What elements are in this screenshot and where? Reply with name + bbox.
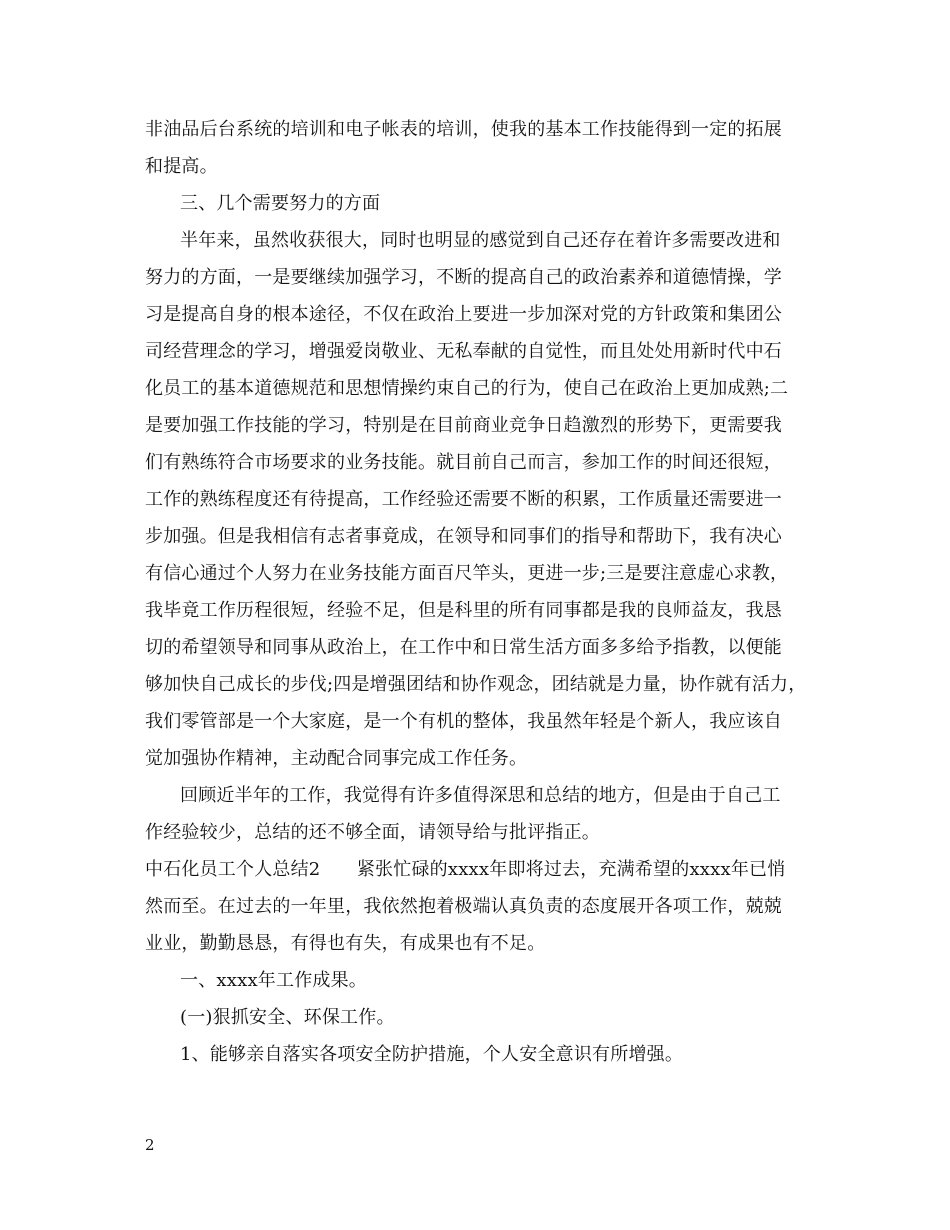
text-line: 切的希望领导和同事从政治上，在工作中和日常生活方面多多给予指教，以便能 (145, 637, 782, 658)
text-line: 我们零管部是一个大家庭，是一个有机的整体，我虽然年轻是个新人，我应该自 (145, 711, 782, 732)
text-line: 半年来，虽然收获很大，同时也明显的感觉到自己还存在着许多需要改进和 (180, 230, 781, 251)
section-title-line: 中石化员工个人总结2 紧张忙碌的xxxx年即将过去，充满希望的xxxx年已悄 (145, 859, 786, 880)
text-line: 回顾近半年的工作，我觉得有许多值得深思和总结的地方，但是由于自己工 (180, 785, 781, 806)
text-line: 有信心通过个人努力在业务技能方面百尺竿头，更进一步;三是要注意虚心求教， (145, 563, 789, 584)
text-line: 习是提高自身的根本途径，不仅在政治上要进一步加深对党的方针政策和集团公 (145, 304, 782, 325)
section-heading: 三、几个需要努力的方面 (180, 193, 381, 214)
text-line: 作经验较少，总结的还不够全面，请领导给与批评指正。 (145, 822, 600, 843)
text-line: 是要加强工作技能的学习，特别是在目前商业竞争日趋激烈的形势下，更需要我 (145, 415, 782, 436)
text-line: 步加强。但是我相信有志者事竟成，在领导和同事们的指导和帮助下，我有决心 (145, 526, 782, 547)
text-line: 们有熟练符合市场要求的业务技能。就目前自己而言，参加工作的时间还很短， (145, 452, 782, 473)
text-line: 努力的方面，一是要继续加强学习，不断的提高自己的政治素养和道德情操，学 (145, 267, 782, 288)
text-line: 然而至。在过去的一年里，我依然抱着极端认真负责的态度展开各项工作，兢兢 (145, 896, 782, 917)
text-line: 司经营理念的学习，增强爱岗敬业、无私奉献的自觉性，而且处处用新时代中石 (145, 341, 782, 362)
text-line: 和提高。 (145, 156, 218, 177)
text-line: 化员工的基本道德规范和思想情操约束自己的行为，使自己在政治上更加成熟;二 (145, 378, 789, 399)
subsection-heading: (一)狠抓安全、环保工作。 (180, 1007, 395, 1028)
text-line: 工作的熟练程度还有待提高，工作经验还需要不断的积累，工作质量还需要进一 (145, 489, 782, 510)
page-number: 2 (145, 1136, 155, 1154)
section-heading: 一、xxxx年工作成果。 (180, 970, 368, 991)
text-line: 业业，勤勤恳恳，有得也有失，有成果也有不足。 (145, 933, 546, 954)
text-line: 够加快自己成长的步伐;四是增强团结和协作观念，团结就是力量，协作就有活力， (145, 674, 807, 695)
text-line: 觉加强协作精神，主动配合同事完成工作任务。 (145, 748, 528, 769)
text-line: 我毕竟工作历程很短，经验不足，但是科里的所有同事都是我的良师益友，我恳 (145, 600, 782, 621)
text-line: 1、能够亲自落实各项安全防护措施，个人安全意识有所增强。 (180, 1044, 684, 1065)
text-line: 非油品后台系统的培训和电子帐表的培训，使我的基本工作技能得到一定的拓展 (145, 119, 782, 140)
